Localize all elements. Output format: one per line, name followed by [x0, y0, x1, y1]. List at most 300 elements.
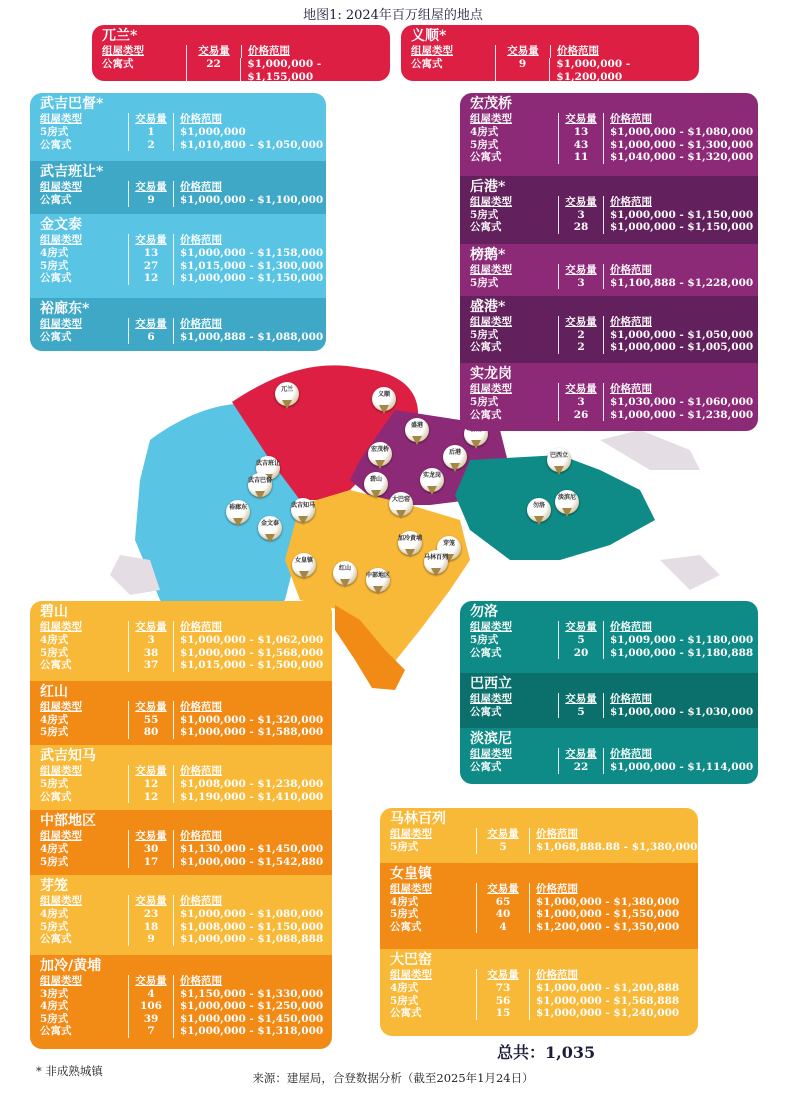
- price-range: $1,040,000 - $1,320,000: [610, 151, 754, 163]
- town-name: 红山: [40, 683, 68, 700]
- flat-type: 公寓式: [470, 408, 502, 421]
- table-row: [470, 706, 758, 719]
- flat-type: 5房式: [470, 328, 499, 341]
- header-type: 组屋类型: [390, 969, 432, 982]
- price-range: $1,000,000 - $1,050,000: [610, 328, 754, 341]
- map-pin[interactable]: 宏茂桥: [368, 442, 392, 466]
- header-range: 价格范围: [536, 882, 578, 895]
- town-section: [30, 745, 332, 810]
- header-count: 交易量: [128, 621, 174, 634]
- column-headers: [390, 969, 698, 982]
- header-range: 价格范围: [180, 895, 222, 908]
- header-count: 交易量: [495, 45, 551, 58]
- map-pin[interactable]: 芽笼: [437, 536, 461, 560]
- header-type: 组屋类型: [40, 234, 82, 247]
- town-section: [30, 810, 332, 875]
- price-range: $1,000,000 - $1,318,000: [180, 1025, 324, 1038]
- flat-type: 4房式: [40, 713, 69, 726]
- header-range: 价格范围: [610, 315, 652, 328]
- table-row: [40, 791, 332, 804]
- transaction-count: 40: [476, 908, 530, 921]
- flat-type: 5房式: [40, 126, 69, 138]
- town-section: [30, 214, 326, 298]
- header-count: 交易量: [476, 828, 530, 841]
- town-name: 芽笼: [40, 878, 68, 895]
- panel-west-towns: [30, 93, 326, 351]
- town-section: [460, 244, 758, 296]
- column-headers: [40, 765, 332, 778]
- town-name: 马林百列: [390, 811, 446, 827]
- price-range: $1,000,000 - $1,568,000: [180, 646, 324, 659]
- column-headers: [40, 234, 326, 247]
- transaction-count: 30: [128, 843, 174, 856]
- transaction-count: 3: [558, 396, 604, 409]
- column-headers: [40, 830, 332, 843]
- header-range: 价格范围: [536, 828, 578, 840]
- town-name: 勿洛: [470, 604, 498, 620]
- table-row: [390, 908, 698, 921]
- header-count: 交易量: [128, 975, 174, 988]
- header-type: 组屋类型: [390, 828, 432, 840]
- transaction-count: 3: [558, 277, 604, 290]
- town-name: 兀兰*: [102, 28, 138, 44]
- table-row: [40, 260, 326, 273]
- header-range: 价格范围: [180, 700, 222, 713]
- column-headers: [470, 196, 758, 209]
- town-section: [30, 875, 332, 955]
- flat-type: 5房式: [470, 634, 499, 646]
- flat-type: 4房式: [40, 908, 69, 921]
- map-pin[interactable]: 兀兰: [275, 382, 299, 406]
- map-pin[interactable]: 武吉巴督: [248, 473, 272, 497]
- header-count: 交易量: [558, 264, 604, 277]
- table-row: [390, 921, 698, 934]
- header-type: 组屋类型: [470, 621, 512, 633]
- map-pin[interactable]: 武吉班让: [256, 456, 280, 480]
- header-range: 价格范围: [180, 234, 222, 247]
- map-pin[interactable]: 义顺: [372, 387, 396, 411]
- flat-type: 5房式: [470, 276, 499, 289]
- flat-type: 5房式: [40, 1012, 69, 1025]
- town-name: 宏茂桥: [470, 96, 512, 112]
- price-range: $1,000,000 - $1,568,888: [536, 994, 680, 1007]
- transaction-count: 15: [476, 1007, 530, 1020]
- price-range: $1,000,000 - $1,080,000: [180, 908, 324, 921]
- table-row: [470, 396, 758, 409]
- header-count: 交易量: [128, 113, 174, 126]
- flat-type: 4房式: [470, 126, 499, 138]
- table-row: [470, 139, 758, 152]
- header-count: 交易量: [476, 969, 530, 982]
- header-type: 组屋类型: [470, 692, 512, 705]
- header-range: 价格范围: [610, 113, 652, 125]
- transaction-count: 5: [476, 841, 530, 854]
- transaction-count: 4: [476, 921, 530, 934]
- map-pin[interactable]: 盛港: [405, 418, 429, 442]
- column-headers: [40, 318, 326, 331]
- transaction-count: 3: [128, 634, 174, 647]
- header-range: 价格范围: [180, 974, 222, 987]
- flat-type: 公寓式: [40, 331, 72, 344]
- price-range: $1,000,000 - $1,080,000: [610, 126, 754, 138]
- column-headers: [470, 264, 758, 277]
- flat-type: 5房式: [40, 855, 69, 868]
- panel-woodlands: [92, 25, 390, 81]
- table-row: [470, 329, 758, 342]
- price-range: $1,000,000 - $1,550,000: [536, 908, 680, 921]
- column-headers: [411, 45, 699, 58]
- town-section: [92, 25, 390, 81]
- header-count: 交易量: [476, 883, 530, 896]
- header-range: 价格范围: [610, 195, 652, 208]
- column-headers: [470, 113, 758, 126]
- transaction-count: 73: [476, 982, 530, 995]
- table-row: [40, 647, 332, 660]
- flat-type: 公寓式: [390, 920, 422, 933]
- header-range: 价格范围: [536, 969, 578, 982]
- transaction-count: 17: [128, 856, 174, 869]
- flat-type: 公寓式: [470, 761, 502, 774]
- transaction-count: 5: [558, 706, 604, 719]
- price-range: $1,000,000 - $1,155,000: [247, 58, 322, 81]
- panel-yishun: [401, 25, 699, 81]
- flat-type: 4房式: [40, 247, 69, 260]
- table-row: [40, 272, 326, 285]
- town-section: [380, 863, 698, 950]
- header-count: 交易量: [128, 234, 174, 247]
- header-range: 价格范围: [180, 621, 222, 633]
- table-row: [390, 982, 698, 995]
- table-row: [40, 1000, 332, 1013]
- flat-type: 5房式: [40, 726, 69, 739]
- price-range: $1,010,800 - $1,050,000: [180, 138, 324, 151]
- header-count: 交易量: [558, 621, 604, 634]
- transaction-count: 26: [558, 409, 604, 422]
- town-section: [460, 296, 758, 364]
- header-type: 组屋类型: [470, 315, 512, 328]
- transaction-count: 38: [128, 647, 174, 660]
- flat-type: 4房式: [390, 982, 419, 995]
- map-pin[interactable]: 红山: [333, 561, 357, 585]
- transaction-count: 27: [128, 260, 174, 273]
- price-range: $1,000,000 - $1,200,888: [536, 982, 680, 995]
- transaction-count: 11: [558, 151, 604, 164]
- town-name: 中部地区: [40, 813, 96, 830]
- column-headers: [40, 895, 332, 908]
- table-row: [40, 726, 332, 739]
- price-range: $1,000,000 - $1,005,000: [610, 341, 754, 354]
- town-section: [380, 949, 698, 1036]
- transaction-count: 28: [558, 221, 604, 234]
- header-range: 价格范围: [180, 830, 222, 843]
- table-row: [470, 209, 758, 222]
- header-type: 组屋类型: [470, 748, 512, 761]
- header-range: 价格范围: [610, 692, 652, 705]
- price-range: $1,000,888 - $1,088,000: [180, 331, 324, 344]
- price-range: $1,009,000 - $1,180,000: [610, 634, 754, 646]
- flat-type: 5房式: [390, 908, 419, 921]
- column-headers: [470, 621, 758, 634]
- price-range: $1,100,888 - $1,228,000: [610, 276, 754, 289]
- column-headers: [40, 621, 332, 634]
- price-range: $1,000,000 - $1,300,000: [610, 138, 754, 151]
- town-section: [30, 681, 332, 746]
- town-section: [460, 673, 758, 729]
- price-range: $1,000,000 - $1,380,000: [536, 895, 680, 908]
- price-range: $1,030,000 - $1,060,000: [610, 396, 754, 409]
- town-section: [401, 25, 699, 81]
- header-count: 交易量: [128, 181, 174, 194]
- map-pin[interactable]: 勿洛: [527, 498, 551, 522]
- table-row: [40, 247, 326, 260]
- header-type: 组屋类型: [40, 621, 82, 633]
- table-row: [470, 277, 758, 290]
- transaction-count: 80: [128, 726, 174, 739]
- town-name: 裕廊东*: [40, 301, 90, 318]
- panel-east-towns: [460, 601, 758, 784]
- header-type: 组屋类型: [40, 318, 82, 331]
- town-name: 盛港*: [470, 298, 506, 315]
- table-row: [40, 1025, 332, 1038]
- panel-northeast-towns: [460, 93, 758, 431]
- column-headers: [40, 975, 332, 988]
- header-count: 交易量: [558, 113, 604, 126]
- map-pin[interactable]: 金文泰: [258, 516, 282, 540]
- header-range: 价格范围: [248, 45, 290, 57]
- table-row: [40, 634, 332, 647]
- town-section: [460, 93, 758, 176]
- price-range: $1,000,000 - $1,238,000: [610, 408, 754, 421]
- transaction-count: 1: [128, 126, 174, 139]
- header-count: 交易量: [558, 748, 604, 761]
- header-count: 交易量: [128, 895, 174, 908]
- transaction-count: 20: [558, 647, 604, 660]
- header-count: 交易量: [128, 765, 174, 778]
- town-name: 义顺*: [411, 28, 447, 44]
- price-range: $1,000,000 - $1,114,000: [610, 761, 754, 774]
- table-row: [40, 988, 332, 1001]
- flat-type: 公寓式: [102, 58, 134, 70]
- header-type: 组屋类型: [470, 383, 512, 396]
- table-row: [40, 139, 326, 152]
- town-section: [460, 601, 758, 673]
- town-section: [460, 728, 758, 784]
- transaction-count: 55: [128, 714, 174, 727]
- header-type: 组屋类型: [102, 45, 144, 57]
- table-row: [470, 634, 758, 647]
- header-type: 组屋类型: [40, 765, 82, 778]
- town-section: [30, 93, 326, 161]
- header-type: 组屋类型: [40, 830, 82, 843]
- transaction-count: 56: [476, 995, 530, 1008]
- transaction-count: 2: [128, 139, 174, 152]
- map-pin[interactable]: 淡滨尼: [555, 490, 579, 514]
- flat-type: 5房式: [390, 994, 419, 1007]
- flat-type: 4房式: [390, 895, 419, 908]
- table-row: [40, 659, 332, 672]
- town-name: 碧山: [40, 604, 68, 620]
- table-row: [102, 58, 390, 81]
- price-range: $1,015,000 - $1,500,000: [180, 659, 324, 671]
- map-pin[interactable]: 中部地区: [366, 568, 390, 592]
- flat-type: 5房式: [40, 646, 69, 659]
- transaction-count: 106: [128, 1000, 174, 1013]
- table-row: [470, 341, 758, 354]
- map-pin[interactable]: 实龙岗: [420, 468, 444, 492]
- price-range: $1,000,000 - $1,150,000: [610, 221, 754, 234]
- transaction-count: 6: [128, 331, 174, 344]
- town-section: [460, 363, 758, 431]
- town-section: [30, 298, 326, 351]
- town-section: [30, 601, 332, 681]
- transaction-count: 2: [558, 341, 604, 354]
- flat-type: 5房式: [40, 259, 69, 272]
- price-range: $1,150,000 - $1,330,000: [180, 987, 324, 1000]
- transaction-count: 22: [186, 58, 242, 81]
- column-headers: [470, 748, 758, 761]
- column-headers: [40, 701, 332, 714]
- flat-type: 4房式: [40, 843, 69, 856]
- town-section: [460, 176, 758, 244]
- header-count: 交易量: [186, 45, 242, 58]
- town-name: 女皇镇: [390, 865, 432, 882]
- price-range: $1,000,000 - $1,150,000: [610, 208, 754, 221]
- price-range: $1,000,000 - $1,542,880: [180, 855, 324, 868]
- column-headers: [40, 113, 326, 126]
- header-count: 交易量: [128, 318, 174, 331]
- table-row: [40, 126, 326, 139]
- price-range: $1,000,000 - $1,030,000: [610, 705, 754, 718]
- town-section: [30, 955, 332, 1049]
- map-pin[interactable]: 加冷黄埔: [398, 531, 422, 555]
- town-name: 金文泰: [40, 217, 82, 234]
- header-count: 交易量: [558, 316, 604, 329]
- map-island: [660, 555, 720, 590]
- header-count: 交易量: [558, 383, 604, 396]
- flat-type: 5房式: [470, 208, 499, 221]
- panel-central-towns-right: [380, 808, 698, 1036]
- header-range: 价格范围: [610, 621, 652, 633]
- price-range: $1,000,000 - $1,062,000: [180, 634, 324, 646]
- table-row: [40, 194, 326, 207]
- flat-type: 公寓式: [470, 646, 502, 659]
- table-row: [390, 841, 698, 854]
- price-range: $1,000,000 - $1,250,000: [180, 1000, 324, 1013]
- column-headers: [40, 181, 326, 194]
- header-type: 组屋类型: [470, 113, 512, 125]
- table-row: [470, 761, 758, 774]
- transaction-count: 12: [128, 778, 174, 791]
- transaction-count: 43: [558, 139, 604, 152]
- header-count: 交易量: [128, 701, 174, 714]
- town-name: 后港*: [470, 178, 506, 195]
- header-range: 价格范围: [557, 45, 599, 57]
- price-range: $1,000,000 - $1,240,000: [536, 1007, 680, 1020]
- flat-type: 公寓式: [40, 659, 72, 671]
- flat-type: 公寓式: [411, 58, 443, 70]
- table-row: [470, 647, 758, 660]
- column-headers: [470, 693, 758, 706]
- map-pin[interactable]: 巴西立: [547, 448, 571, 472]
- town-name: 淡滨尼: [470, 731, 512, 748]
- flat-type: 5房式: [40, 920, 69, 933]
- map-pin[interactable]: 武吉知马: [291, 498, 315, 522]
- price-range: $1,000,000 - $1,180,888: [610, 646, 754, 659]
- header-range: 价格范围: [610, 383, 652, 396]
- price-range: $1,000,000 - $1,100,000: [180, 194, 324, 207]
- flat-type: 公寓式: [40, 1025, 72, 1038]
- flat-type: 公寓式: [40, 272, 72, 285]
- transaction-count: 22: [558, 761, 604, 774]
- header-range: 价格范围: [610, 263, 652, 276]
- town-name: 巴西立: [470, 675, 512, 692]
- header-type: 组屋类型: [470, 263, 512, 276]
- transaction-count: 12: [128, 272, 174, 285]
- town-section: [380, 808, 698, 863]
- table-row: [40, 908, 332, 921]
- column-headers: [390, 828, 698, 841]
- price-range: $1,000,000: [180, 126, 246, 138]
- header-count: 交易量: [128, 830, 174, 843]
- map-island: [600, 430, 700, 470]
- price-range: $1,000,000 - $1,200,000: [556, 58, 631, 81]
- transaction-count: 9: [495, 58, 551, 81]
- table-row: [40, 921, 332, 934]
- page-title: 地图1: 2024年百万组屋的地点: [303, 8, 483, 23]
- header-range: 价格范围: [610, 748, 652, 761]
- header-range: 价格范围: [180, 318, 222, 331]
- flat-type: 公寓式: [40, 138, 72, 151]
- panel-central-towns-left: [30, 601, 332, 1049]
- map-pin[interactable]: 女皇镇: [292, 553, 316, 577]
- price-range: $1,000,000 - $1,588,000: [180, 726, 324, 739]
- price-range: $1,000,000 - $1,158,000: [180, 247, 324, 260]
- table-row: [470, 151, 758, 164]
- source-note: 来源：建屋局，合登数据分析（截至2025年1月24日）: [252, 1071, 534, 1085]
- town-name: 加冷/黄埔: [40, 957, 102, 974]
- price-range: $1,000,000 - $1,088,888: [180, 933, 324, 946]
- transaction-count: 4: [128, 988, 174, 1001]
- flat-type: 公寓式: [40, 933, 72, 946]
- header-type: 组屋类型: [40, 113, 82, 125]
- column-headers: [470, 383, 758, 396]
- table-row: [40, 1013, 332, 1026]
- column-headers: [390, 883, 698, 896]
- table-row: [470, 126, 758, 139]
- price-range: $1,190,000 - $1,410,000: [180, 790, 324, 803]
- town-name: 实龙岗: [470, 366, 512, 383]
- transaction-count: 7: [128, 1025, 174, 1038]
- table-row: [40, 843, 332, 856]
- map-pin[interactable]: 大巴窑: [389, 492, 413, 516]
- transaction-count: 9: [128, 194, 174, 207]
- header-type: 组屋类型: [411, 45, 453, 57]
- price-range: $1,015,000 - $1,300,000: [180, 259, 324, 272]
- map-pin[interactable]: 碧山: [364, 472, 388, 496]
- price-range: $1,200,000 - $1,350,000: [536, 920, 680, 933]
- total-count: 总共：1,035: [497, 1043, 596, 1062]
- transaction-count: 12: [128, 791, 174, 804]
- map-pin[interactable]: 后港: [443, 445, 467, 469]
- map-pin[interactable]: 裕廊东: [226, 500, 250, 524]
- table-row: [470, 409, 758, 422]
- flat-type: 5房式: [470, 138, 499, 151]
- footnote: * 非成熟城镇: [36, 1064, 103, 1078]
- map-pin[interactable]: 马林百列: [424, 550, 448, 574]
- flat-type: 5房式: [470, 396, 499, 409]
- table-row: [411, 58, 699, 81]
- flat-type: 公寓式: [470, 221, 502, 234]
